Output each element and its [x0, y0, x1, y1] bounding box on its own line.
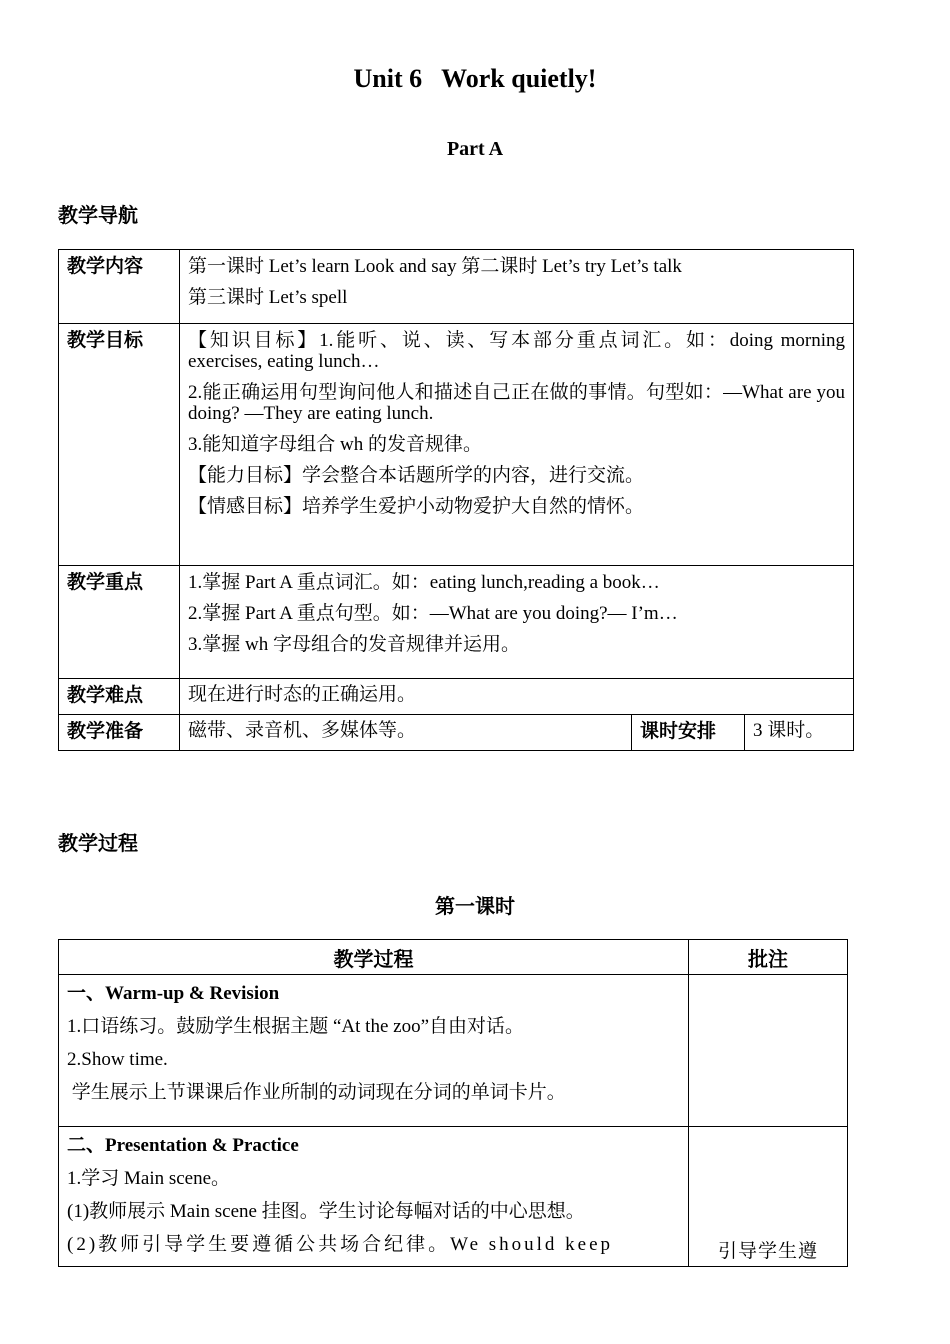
- key-points-cell: [180, 566, 854, 679]
- difficulty-text: 现在进行时态的正确运用。: [188, 684, 417, 705]
- presentation-title: 二、Presentation & Practice: [67, 1135, 299, 1156]
- key-point-line: 2.掌握 Part A 重点句型。如：—What are you doing?— I’m…: [188, 603, 678, 624]
- presentation-line: 1.学习 Main scene。: [67, 1168, 231, 1189]
- warmup-line: 1.口语练习。鼓励学生根据主题 “At the zoo”自由对话。: [67, 1016, 525, 1037]
- goals-label: 教学目标: [59, 324, 180, 566]
- part-subtitle: Part A: [446, 138, 504, 160]
- difficulty-row: [59, 679, 854, 715]
- goals-line: 【情感目标】培养学生爱护小动物爱护大自然的情怀。: [188, 496, 645, 517]
- presentation-notes-cell: [689, 1127, 848, 1267]
- presentation-cell: [59, 1127, 689, 1267]
- key-point-line: 1.掌握 Part A 重点词汇。如：eating lunch,reading a book…: [188, 572, 660, 593]
- process-column-header: 教学过程: [59, 940, 689, 975]
- preparation-row: [59, 715, 854, 751]
- preparation-label: 教学准备: [59, 715, 180, 751]
- schedule-cell: [745, 715, 854, 751]
- preparation-text: 磁带、录音机、多媒体等。: [188, 720, 417, 741]
- key-points-label: 教学重点: [59, 566, 180, 679]
- warmup-row: [59, 975, 848, 1127]
- goals-cell: [180, 324, 854, 566]
- difficulty-label: 教学难点: [59, 679, 180, 715]
- teaching-navigation-table: [58, 249, 854, 751]
- goals-line: 3.能知道字母组合 wh 的发音规律。: [188, 434, 482, 455]
- teaching-process-table: [58, 939, 848, 1267]
- warmup-title: 一、Warm-up & Revision: [67, 983, 280, 1004]
- warmup-cell: [59, 975, 689, 1127]
- goals-row: [59, 324, 854, 566]
- preparation-cell: [180, 715, 632, 751]
- warmup-line: 学生展示上节课课后作业所制的动词现在分词的单词卡片。: [67, 1082, 566, 1103]
- notes-column-header: 批注: [689, 940, 848, 975]
- key-point-line: 3.掌握 wh 字母组合的发音规律并运用。: [188, 634, 520, 655]
- presentation-note: 引导学生遵: [717, 1241, 818, 1262]
- lesson-title: 第一课时: [435, 894, 515, 918]
- nav-heading: 教学导航: [58, 203, 138, 227]
- key-points-row: [59, 566, 854, 679]
- goals-line: 2.能正确运用句型询问他人和描述自己正在做的事情。句型如：—What are you doing? —They are eating lunch.: [188, 382, 846, 424]
- content-line: 第三课时 Let’s spell: [188, 287, 348, 308]
- schedule-label: 课时安排: [632, 715, 745, 751]
- content-cell: [180, 250, 854, 324]
- content-label: 教学内容: [59, 250, 180, 324]
- content-line: 第一课时 Let’s learn Look and say 第二课时 Let’s try Let’s talk: [188, 256, 682, 277]
- document-title: Unit 6 Work quietly!: [353, 64, 597, 93]
- difficulty-cell: [180, 679, 854, 715]
- process-heading: 教学过程: [58, 831, 138, 855]
- presentation-row: [59, 1127, 848, 1267]
- content-row: [59, 250, 854, 324]
- warmup-notes-cell: [689, 975, 848, 1127]
- warmup-line: 2.Show time.: [67, 1049, 168, 1070]
- presentation-line: (1)教师展示 Main scene 挂图。学生讨论每幅对话的中心思想。: [67, 1201, 585, 1222]
- schedule-text: 3 课时。: [753, 720, 825, 741]
- presentation-line: (2)教师引导学生要遵循公共场合纪律。We should keep: [67, 1234, 614, 1255]
- goals-line: 【知识目标】1.能听、说、读、写本部分重点词汇。如：doing morning exercises, eating lunch…: [188, 330, 846, 372]
- goals-line: 【能力目标】学会整合本话题所学的内容，进行交流。: [188, 465, 645, 486]
- process-header-row: [59, 940, 848, 975]
